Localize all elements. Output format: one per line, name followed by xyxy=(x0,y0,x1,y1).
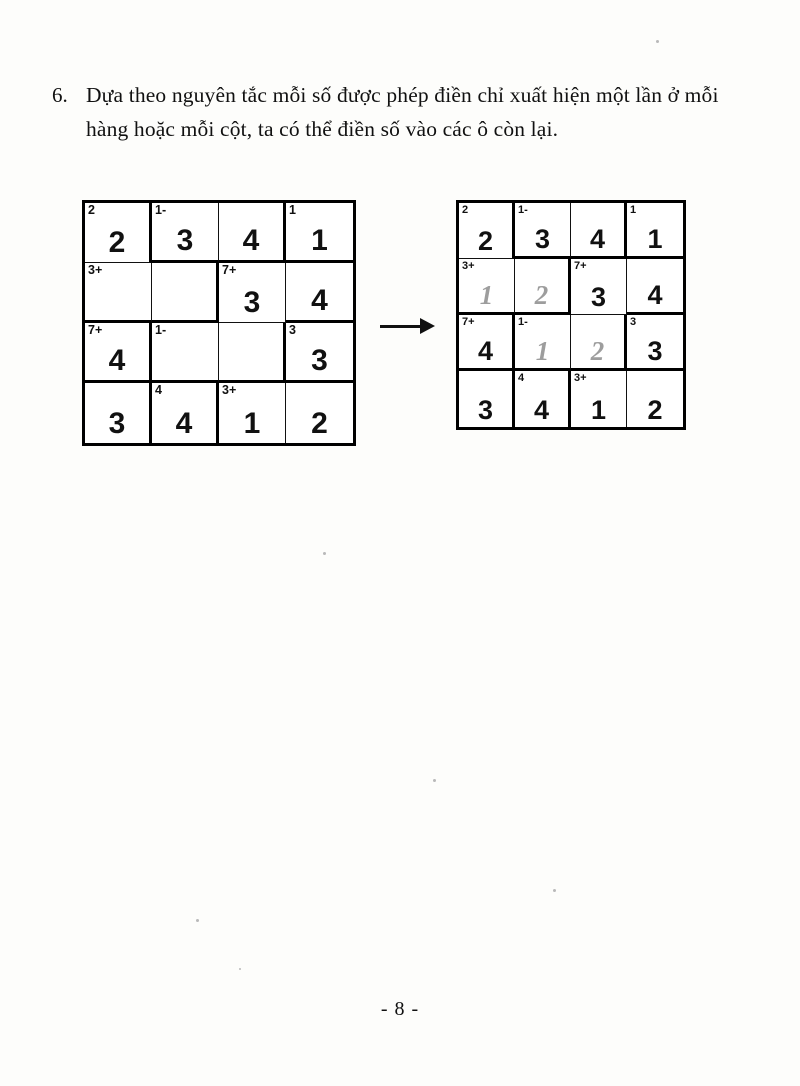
grid-cell-r2c3[interactable] xyxy=(571,259,627,315)
cage-label: 3 xyxy=(289,323,296,337)
page-number: - 8 - xyxy=(380,998,420,1020)
grid-row xyxy=(85,323,353,383)
cell-value: 1 xyxy=(243,407,261,440)
cage-label: 7+ xyxy=(222,263,237,277)
grid-cell-r4c1[interactable] xyxy=(459,371,515,427)
cage-label: 7+ xyxy=(462,316,475,328)
grid-cell-r4c2[interactable] xyxy=(515,371,571,427)
cell-value: 4 xyxy=(175,407,193,440)
cage-label: 2 xyxy=(462,204,469,216)
grid-cell-r2c1[interactable] xyxy=(85,263,152,323)
grid-cell-r2c2[interactable] xyxy=(515,259,571,315)
right-arrow-icon xyxy=(380,316,438,336)
scan-speck xyxy=(433,779,436,782)
cell-value: 2 xyxy=(477,226,494,256)
cell-value: 1 xyxy=(535,336,550,366)
arrow-head xyxy=(420,318,435,334)
cell-value: 4 xyxy=(477,336,494,366)
grid-cell-r3c2[interactable] xyxy=(152,323,219,383)
grid-row xyxy=(459,203,683,259)
grid-cell-r4c4[interactable] xyxy=(627,371,683,427)
cell-value: 4 xyxy=(311,284,328,317)
cell-value: 4 xyxy=(242,224,260,257)
cell-value: 3 xyxy=(534,224,551,254)
cage-label: 1- xyxy=(155,203,167,217)
cell-value: 2 xyxy=(108,226,126,259)
cage-label: 4 xyxy=(155,383,162,397)
scan-speck xyxy=(239,968,241,970)
grid-cell-r3c3[interactable] xyxy=(571,315,627,371)
cell-value: 4 xyxy=(589,224,606,254)
problem-statement xyxy=(52,78,752,146)
grid-cell-r3c1[interactable] xyxy=(459,315,515,371)
cell-value: 4 xyxy=(647,280,663,310)
grid-cell-r2c1[interactable] xyxy=(459,259,515,315)
cage-label: 7+ xyxy=(574,260,587,272)
grid-cell-r1c3[interactable] xyxy=(571,203,627,259)
cage-label: 1- xyxy=(518,204,528,216)
grid-cell-r1c4[interactable] xyxy=(627,203,683,259)
cell-value: 2 xyxy=(534,280,549,310)
grid-cell-r4c4[interactable] xyxy=(286,383,353,443)
grid-cell-r1c1[interactable] xyxy=(459,203,515,259)
cell-value: 3 xyxy=(647,336,663,366)
cage-label: 1 xyxy=(289,203,296,217)
cell-value: 1 xyxy=(479,280,494,310)
cage-label: 3 xyxy=(630,316,637,328)
grid-cell-r4c1[interactable] xyxy=(85,383,152,443)
cage-label: 1 xyxy=(630,204,637,216)
grid-cell-r3c3[interactable] xyxy=(219,323,286,383)
grid-cell-r2c4[interactable] xyxy=(627,259,683,315)
kenken-grid-before xyxy=(82,200,356,446)
cell-value: 3 xyxy=(311,344,328,377)
cell-value: 3 xyxy=(176,224,194,257)
cell-value: 1 xyxy=(647,224,663,254)
grid-row xyxy=(459,315,683,371)
cell-value: 3 xyxy=(590,282,607,312)
scan-speck xyxy=(656,40,659,43)
grid-cell-r1c2[interactable] xyxy=(515,203,571,259)
scan-speck xyxy=(553,889,556,892)
grid-cell-r4c3[interactable] xyxy=(219,383,286,443)
cage-label: 2 xyxy=(88,203,95,217)
cage-label: 4 xyxy=(518,372,525,384)
grid-row xyxy=(459,259,683,315)
cell-value: 3 xyxy=(243,286,261,319)
grid-cell-r3c2[interactable] xyxy=(515,315,571,371)
kenken-grid-after xyxy=(456,200,686,430)
scan-speck xyxy=(196,919,199,922)
grid-cell-r4c3[interactable] xyxy=(571,371,627,427)
cell-value: 3 xyxy=(477,395,494,425)
grid-cell-r3c1[interactable] xyxy=(85,323,152,383)
grid-cell-r1c2[interactable] xyxy=(152,203,219,263)
cell-value: 1 xyxy=(590,395,607,425)
cell-value: 4 xyxy=(108,344,126,377)
puzzle-figure xyxy=(0,196,800,456)
cell-value: 2 xyxy=(590,336,605,366)
grid-cell-r1c1[interactable] xyxy=(85,203,152,263)
cage-label: 3+ xyxy=(462,260,475,272)
cell-value: 2 xyxy=(647,395,663,425)
grid-row xyxy=(85,263,353,323)
arrow-shaft xyxy=(380,325,424,328)
problem-number: 6. xyxy=(52,83,68,107)
grid-cell-r4c2[interactable] xyxy=(152,383,219,443)
scan-speck xyxy=(323,552,326,555)
cell-value: 3 xyxy=(108,407,126,440)
grid-cell-r2c3[interactable] xyxy=(219,263,286,323)
grid-row xyxy=(85,383,353,443)
cell-value: 2 xyxy=(311,407,328,440)
cell-value: 1 xyxy=(311,224,328,257)
cage-label: 1- xyxy=(518,316,528,328)
problem-text: Dựa theo nguyên tắc mỗi số được phép điền chỉ xuất hiện một lần ở mỗi hàng hoặc mỗi cột, ta có thể điền số vào các ô còn lại. xyxy=(86,83,719,141)
grid-cell-r3c4[interactable] xyxy=(286,323,353,383)
cage-label: 1- xyxy=(155,323,167,337)
grid-cell-r2c4[interactable] xyxy=(286,263,353,323)
grid-cell-r1c3[interactable] xyxy=(219,203,286,263)
cage-label: 3+ xyxy=(88,263,103,277)
cell-value: 4 xyxy=(533,395,550,425)
cage-label: 3+ xyxy=(222,383,237,397)
cage-label: 7+ xyxy=(88,323,103,337)
grid-cell-r3c4[interactable] xyxy=(627,315,683,371)
cage-label: 3+ xyxy=(574,372,587,384)
grid-row xyxy=(459,371,683,427)
grid-cell-r1c4[interactable] xyxy=(286,203,353,263)
grid-cell-r2c2[interactable] xyxy=(152,263,219,323)
grid-row xyxy=(85,203,353,263)
